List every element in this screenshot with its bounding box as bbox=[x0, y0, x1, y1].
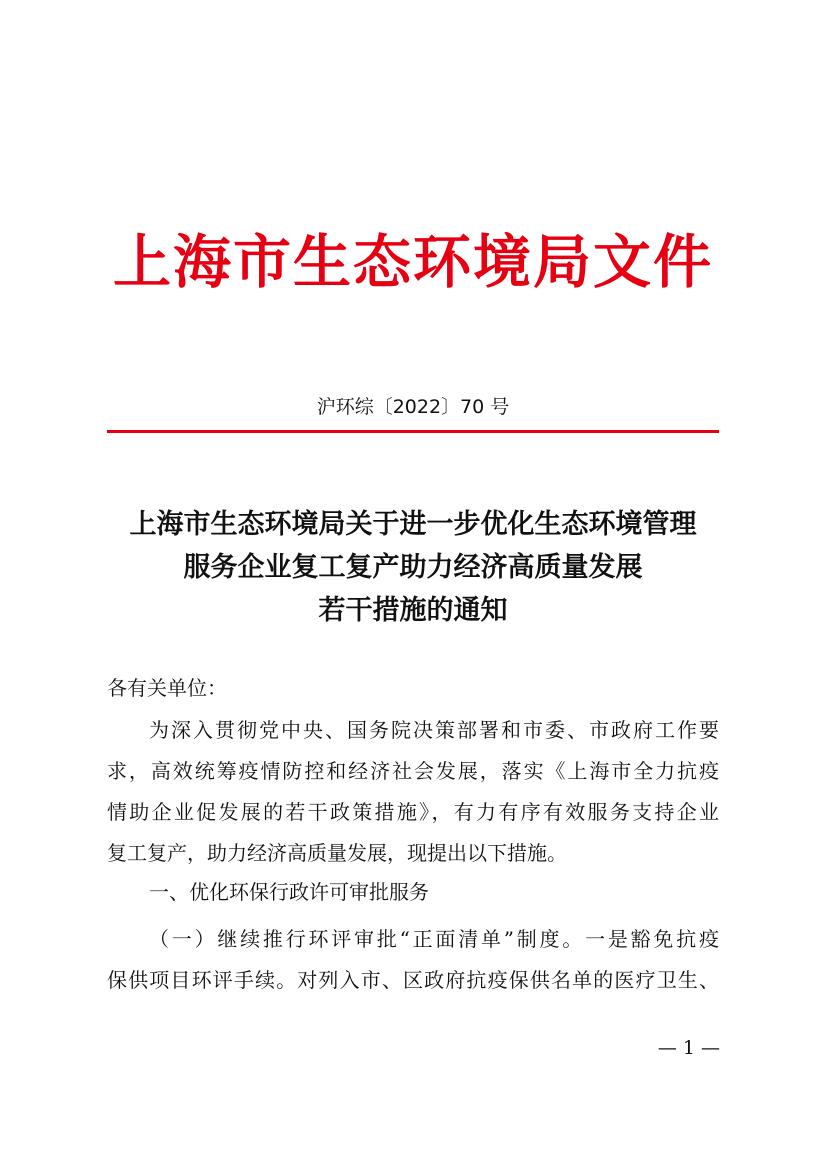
intro-paragraph-line: 情助企业促发展的若干政策措施》，有力有序有效服务支持企业 bbox=[107, 800, 719, 824]
salutation: 各有关单位： bbox=[107, 676, 227, 700]
masthead-title: 上海市生态环境局文件 bbox=[112, 228, 713, 296]
title-line: 若干措施的通知 bbox=[318, 595, 508, 626]
section-heading: 一、优化环保行政许可审批服务 bbox=[149, 880, 429, 904]
page-number: — 1 — bbox=[657, 1037, 720, 1059]
item-paragraph-line: 保供项目环评手续。对列入市、区政府抗疫保供名单的医疗卫生、 bbox=[107, 968, 719, 992]
title-line: 服务企业复工复产助力经济高质量发展 bbox=[183, 552, 643, 583]
intro-paragraph-line: 求，高效统筹疫情防控和经济社会发展，落实《上海市全力抗疫 bbox=[107, 759, 719, 783]
red-separator-line bbox=[107, 430, 719, 433]
intro-paragraph-line: 复工复产，助力经济高质量发展，现提出以下措施。 bbox=[107, 841, 567, 865]
intro-paragraph-line: 为深入贯彻党中央、国务院决策部署和市委、市政府工作要 bbox=[149, 718, 719, 742]
title-line: 上海市生态环境局关于进一步优化生态环境管理 bbox=[129, 509, 697, 540]
item-paragraph-line: （一）继续推行环评审批“正面清单”制度。一是豁免抗疫 bbox=[149, 927, 719, 951]
document-number: 沪环综〔2022〕70 号 bbox=[316, 396, 510, 418]
notice-title bbox=[0, 503, 826, 632]
